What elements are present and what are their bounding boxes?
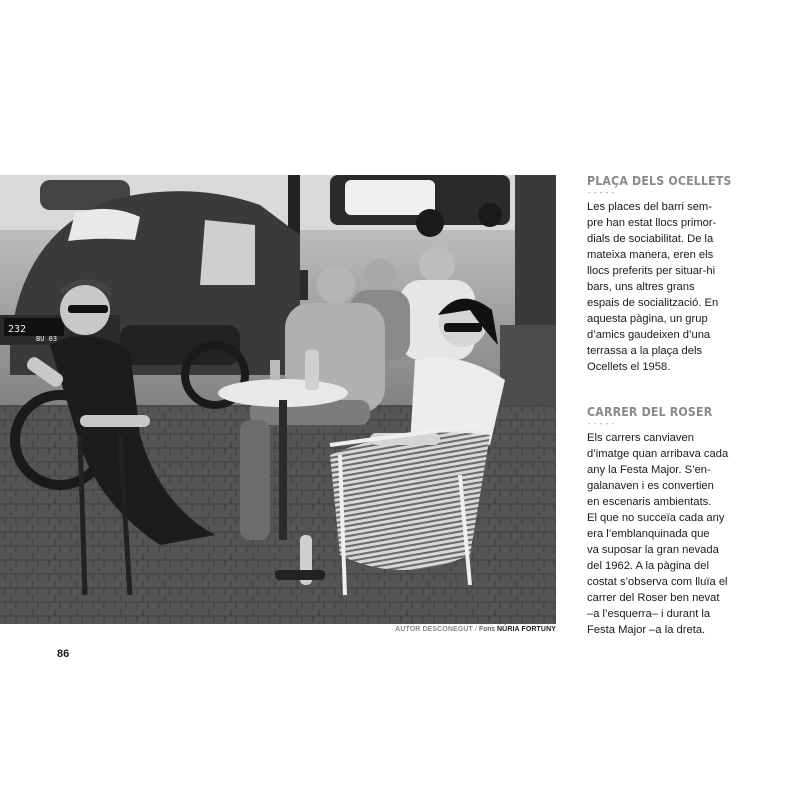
body-line: llocs preferits per situar-hi <box>587 265 716 277</box>
credit-fons-name: NÚRIA FORTUNY <box>497 626 556 633</box>
body-line: d’amics gaudeixen d’una <box>587 329 711 341</box>
body-line: d’imatge quan arribava cada <box>587 448 729 460</box>
body-line: mateixa manera, eren els <box>587 249 714 261</box>
photo-illustration <box>0 175 556 624</box>
title-underline-dashes: ----- <box>587 188 617 197</box>
license-plate-right: BU 03 <box>36 335 58 343</box>
body-line: espais de socialització. En <box>587 297 719 309</box>
body-line: aquesta pàgina, un grup <box>587 313 708 325</box>
body-line: bars, uns altres grans <box>587 281 695 293</box>
body-line: va suposar la gran nevada <box>587 544 719 556</box>
body-line: dials de sociabilitat. De la <box>587 233 714 245</box>
body-line: any la Festa Major. S’en- <box>587 464 711 476</box>
body-line: El que no succeïa cada any <box>587 512 725 524</box>
body-line: costat s’observa com lluïa el <box>587 576 728 588</box>
body-line: Ocellets el 1958. <box>587 361 671 373</box>
credit-separator: / <box>472 626 479 633</box>
body-line: del 1962. A la pàgina del <box>587 560 709 572</box>
section-placa-dels-ocellets <box>587 173 747 375</box>
body-line: carrer del Roser ben nevat <box>587 592 720 604</box>
credit-fons-label: Fons <box>479 626 498 633</box>
photo-credit <box>300 626 556 633</box>
body-line: –a l’esquerra– i durant la <box>587 608 711 620</box>
photo-author: AUTOR DESCONEGUT <box>395 626 473 633</box>
body-line: era l’emblanquinada que <box>587 528 710 540</box>
body-line: Els carrers canviaven <box>587 432 694 444</box>
body-line: terrassa a la plaça dels <box>587 345 703 357</box>
license-plate-left: 232 <box>8 324 27 335</box>
page-number: 86 <box>57 648 70 660</box>
body-line: Les places del barri sem- <box>587 201 712 213</box>
body-line: galanaven i es convertien <box>587 480 714 492</box>
section-carrer-del-roser <box>587 404 747 638</box>
body-line: Festa Major –a la dreta. <box>587 624 706 636</box>
cafe-terrace-photo <box>0 175 556 624</box>
section-title: CARRER DEL ROSER <box>587 404 713 419</box>
section-title: PLAÇA DELS OCELLETS <box>587 173 732 188</box>
title-underline-dashes: ----- <box>587 419 617 428</box>
body-line: pre han estat llocs primor- <box>587 217 717 229</box>
body-line: en escenaris ambientats. <box>587 496 712 508</box>
